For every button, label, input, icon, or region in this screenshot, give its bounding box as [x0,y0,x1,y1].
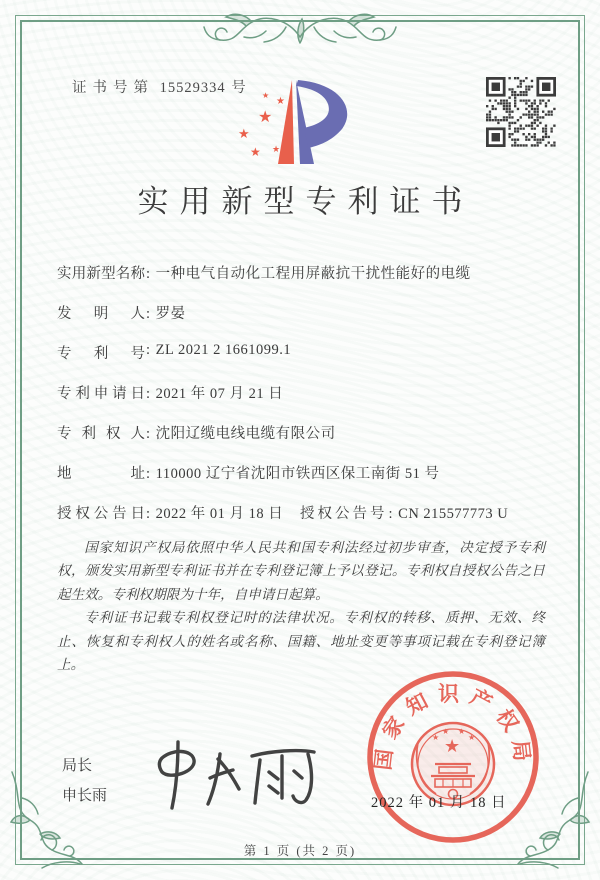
field-grant-date [57,502,560,523]
field-label: 专利权人 [57,426,145,442]
certificate-number-suffix: 号 [231,80,246,96]
commissioner-name: 申长雨 [62,788,108,804]
cnipa-round-seal-icon [364,668,542,846]
seal-date: 2022 年 01 月 18 日 [371,795,507,811]
field-patent-number [57,342,560,363]
field-address [57,462,560,483]
svg-text:★: ★ [272,145,281,155]
field-value: 沈阳辽缆电线电缆有限公司 [155,426,336,442]
svg-text:★: ★ [444,736,461,757]
svg-text:★: ★ [276,96,285,107]
colon: : [388,506,393,522]
legal-paragraph-2: 专利证书记载专利权登记时的法律状况。专利权的转移、质押、无效、终止、恢复和专利权人的姓名或名称、国籍、地址变更等事项记载在专利登记簿上。 [57,610,545,672]
cnipa-logo-icon [228,76,368,168]
shen-changyu-signature-icon [148,734,328,819]
qr-code-icon [486,77,556,147]
colon: : [146,506,151,522]
field-label: 地址 [57,466,145,482]
svg-text:★: ★ [258,107,273,126]
field-label: 授权公告号 [300,506,388,522]
field-patentee [57,422,560,443]
colon: : [146,466,151,482]
field-label: 专利号 [57,346,145,362]
field-label: 专利申请日 [57,386,145,402]
page-title: 实用新型专利证书 [137,184,474,219]
field-label: 实用新型名称 [57,266,145,282]
svg-text:★: ★ [468,733,476,742]
field-value: 一种电气自动化工程用屏蔽抗干扰性能好的电缆 [155,266,471,282]
commissioner-title: 局长 [62,758,93,774]
field-grant-number [300,502,508,523]
page-number: 第 1 页 (共 2 页) [243,844,357,858]
top-center-ornament-icon [200,9,400,55]
certificate-number-value: 15529334 [159,80,226,96]
colon: : [146,266,151,282]
field-value: 2021 年 07 月 21 日 [155,386,284,402]
field-inventor [57,302,560,323]
svg-text:★: ★ [262,91,270,100]
colon: : [146,386,151,402]
field-filing-date [57,382,560,403]
svg-text:★: ★ [432,733,440,742]
certificate-number [72,76,246,97]
colon: : [146,342,151,358]
field-value: ZL 2021 2 1661099.1 [155,342,292,358]
svg-text:★: ★ [238,127,250,142]
field-value: 2022 年 01 月 18 日 [155,506,284,522]
legal-text [57,536,545,676]
svg-text:★: ★ [250,145,261,159]
colon: : [146,426,151,442]
field-label: 发明人 [57,306,145,322]
field-label: 授权公告日 [57,506,145,522]
svg-text:★: ★ [458,727,466,736]
legal-paragraph-1: 国家知识产权局依照中华人民共和国专利法经过初步审查，决定授予专利权，颁发实用新型专利证书并在专利登记簿上予以登记。专利权自授权公告之日起生效。专利权期限为十年，自申请日起算。 [57,540,545,602]
certificate-number-prefix: 证书号第 [72,80,154,96]
colon: : [146,306,151,322]
field-value: 110000 辽宁省沈阳市铁西区保工南街 51 号 [155,466,440,482]
field-value: CN 215577773 U [398,506,509,522]
field-utility-model-name [57,262,560,283]
seal-text: 国家知识产权局 [370,682,536,772]
commissioner-block [62,751,107,811]
field-value: 罗晏 [155,306,186,322]
svg-text:★: ★ [442,727,450,736]
